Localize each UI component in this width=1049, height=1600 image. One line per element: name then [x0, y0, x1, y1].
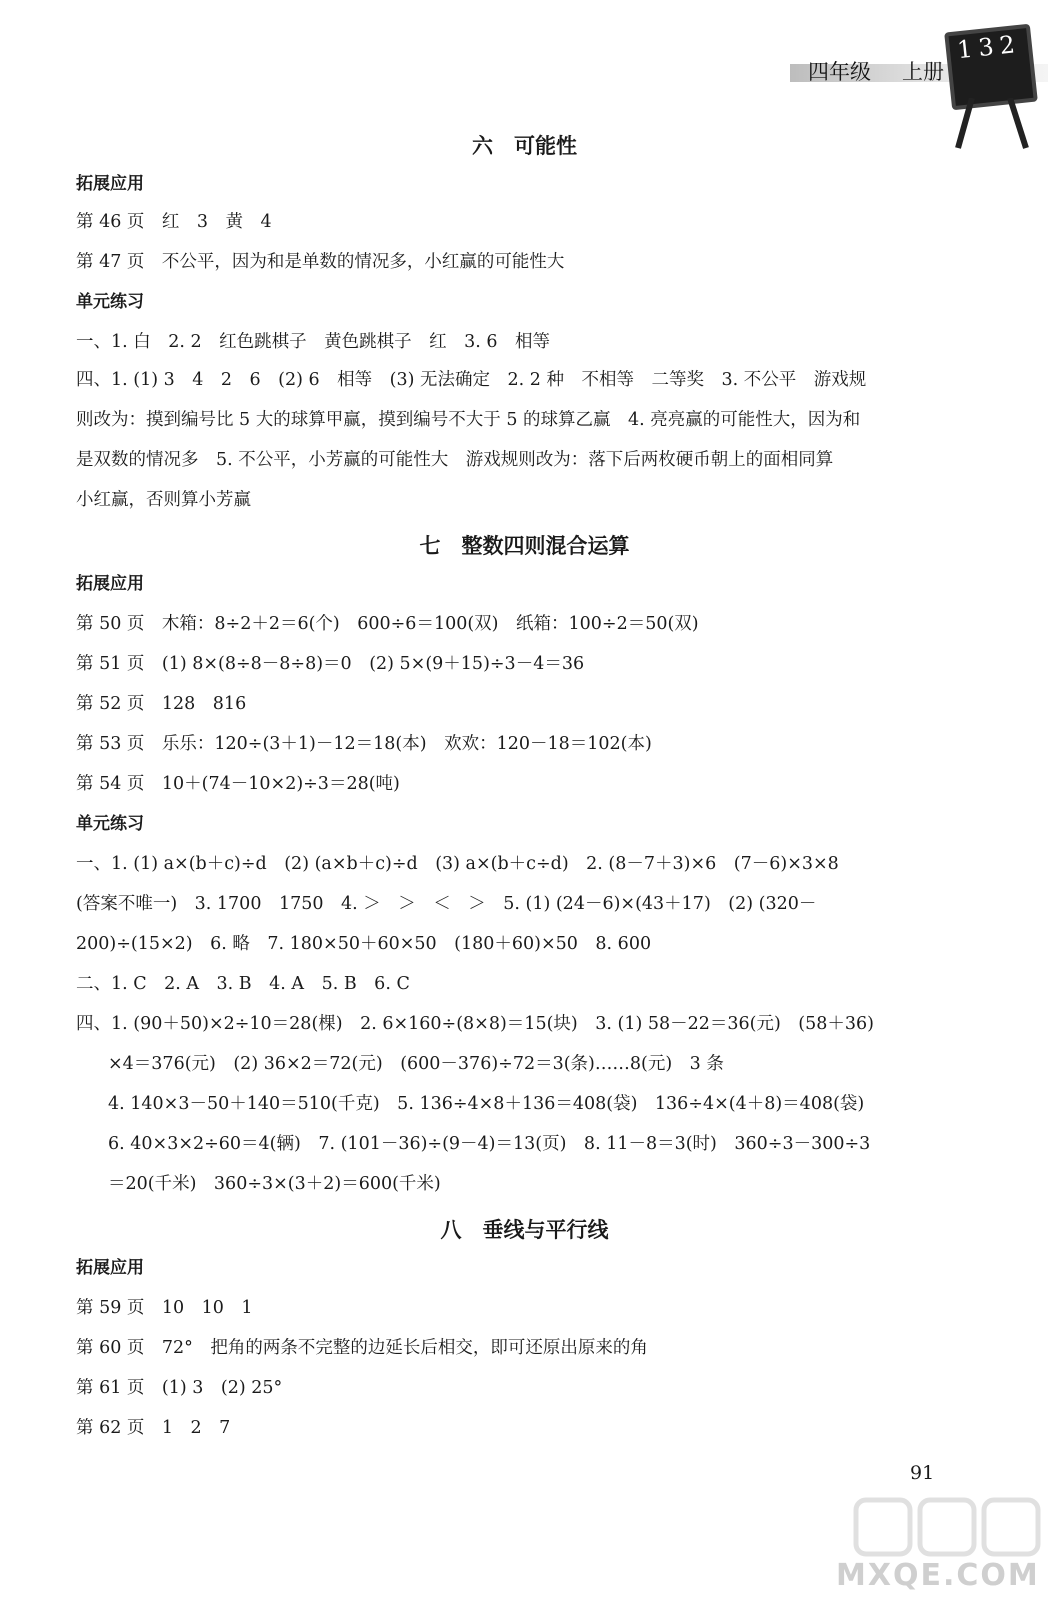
answer-line: 第 46 页 红 3 黄 4 [76, 212, 272, 232]
answer-line: 第 54 页 10＋(74－10×2)÷3＝28(吨) [76, 774, 400, 794]
answer-line: 第 60 页 72° 把角的两条不完整的边延长后相交，即可还原出原来的角 [76, 1338, 648, 1358]
answer-line: 是双数的情况多 5. 不公平，小芳赢的可能性大 游戏规则改为：落下后两枚硬币朝上的面相同算 [76, 450, 834, 470]
answer-line: 4. 140×3－50＋140＝510(千克) 5. 136÷4×8＋136＝408(袋) 136÷4×(4＋8)＝408(袋) [108, 1094, 865, 1114]
header-volume: 上册 [902, 60, 944, 84]
section-title-probability: 六 可能性 [472, 134, 577, 158]
answer-line: 第 59 页 10 10 1 [76, 1298, 253, 1318]
answer-line: 第 62 页 1 2 7 [76, 1418, 231, 1438]
answer-line: ×4＝376(元) (2) 36×2＝72(元) (600－376)÷72＝3(条)……8(元) 3 条 [108, 1054, 724, 1074]
header-grade: 四年级 [808, 60, 871, 84]
answer-line: ＝20(千米) 360÷3×(3＋2)＝600(千米) [108, 1174, 441, 1194]
answer-line: (答案不唯一) 3. 1700 1750 4. ＞ ＞ ＜ ＞ 5. (1) (24－6)×(43＋17) (2) (320－ [76, 894, 817, 914]
answer-line: 二、1. C 2. A 3. B 4. A 5. B 6. C [76, 974, 410, 994]
answer-line: 第 52 页 128 816 [76, 694, 247, 714]
answer-line: 第 61 页 (1) 3 (2) 25° [76, 1378, 283, 1398]
watermark-text: MXQE.COM [836, 1558, 1040, 1593]
subheading-unit-practice: 单元练习 [76, 814, 144, 834]
answer-line: 一、1. 白 2. 2 红色跳棋子 黄色跳棋子 红 3. 6 相等 [76, 332, 551, 352]
answer-line: 小红赢，否则算小芳赢 [76, 490, 251, 510]
answer-line: 6. 40×3×2÷60＝4(辆) 7. (101－36)÷(9－4)＝13(页) 8. 11－8＝3(时) 360÷3－300÷3 [108, 1134, 871, 1154]
subheading-unit-practice: 单元练习 [76, 292, 144, 312]
subheading-extension: 拓展应用 [76, 1258, 144, 1278]
answer-line: 第 47 页 不公平，因为和是单数的情况多，小红赢的可能性大 [76, 252, 565, 272]
answer-line: 第 50 页 木箱：8÷2＋2＝6(个) 600÷6＝100(双) 纸箱：100÷2＝50(双) [76, 614, 699, 634]
answer-line: 则改为：摸到编号比 5 大的球算甲赢，摸到编号不大于 5 的球算乙赢 4. 亮亮赢的可能性大，因为和 [76, 410, 861, 430]
answer-line: 第 53 页 乐乐：120÷(3＋1)－12＝18(本) 欢欢：120－18＝102(本) [76, 734, 652, 754]
section-title-arithmetic: 七 整数四则混合运算 [419, 534, 630, 558]
answer-line: 第 51 页 (1) 8×(8÷8－8÷8)＝0 (2) 5×(9＋15)÷3－4＝36 [76, 654, 585, 674]
answer-line: 200)÷(15×2) 6. 略 7. 180×50＋60×50 (180＋60)×50 8. 600 [76, 934, 652, 954]
section-title-lines: 八 垂线与平行线 [440, 1218, 609, 1242]
page-number: 91 [910, 1462, 935, 1484]
answer-line: 四、1. (90＋50)×2÷10＝28(棵) 2. 6×160÷(8×8)＝15(块) 3. (1) 58－22＝36(元) (58＋36) [76, 1014, 874, 1034]
answer-line: 四、1. (1) 3 4 2 6 (2) 6 相等 (3) 无法确定 2. 2 种 不相等 二等奖 3. 不公平 游戏规 [76, 370, 867, 390]
answer-line: 一、1. (1) a×(b＋c)÷d (2) (a×b＋c)÷d (3) a×(b＋c÷d) 2. (8－7＋3)×6 (7－6)×3×8 [76, 854, 839, 874]
subheading-extension: 拓展应用 [76, 174, 144, 194]
subheading-extension: 拓展应用 [76, 574, 144, 594]
logo-digits: 132 [955, 29, 1023, 65]
